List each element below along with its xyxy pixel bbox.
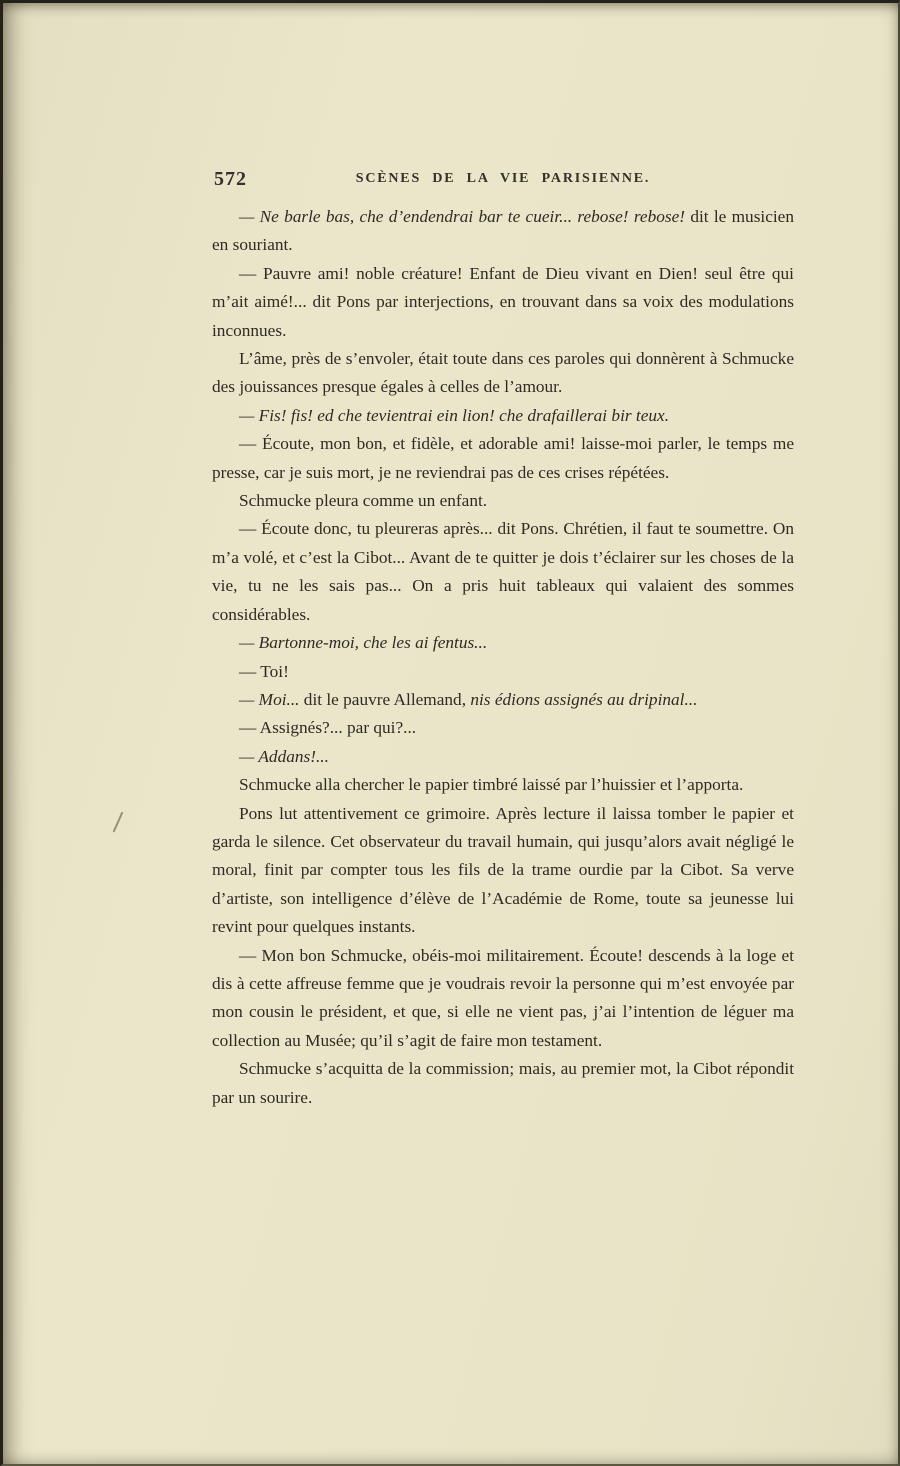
italic-text: — Moi...	[239, 689, 300, 709]
paragraph	[212, 771, 794, 799]
paragraph	[212, 345, 794, 402]
page-content	[212, 167, 794, 1112]
paragraph	[212, 515, 794, 629]
paragraph	[212, 714, 794, 742]
roman-text: — Écoute donc, tu pleureras après... dit Pons. Chrétien, il faut te soumettre. On m’a volé, et c’est la Cibot... Avant de te quitter je dois t’éclairer sur les choses de la vie, tu ne les sais pas... On a pris huit tableaux qui valaient des sommes considérables.	[212, 519, 794, 624]
paragraph	[212, 260, 794, 345]
paragraph	[212, 402, 794, 430]
italic-text: — Ne barle bas, che d’endendrai bar te cueir... rebose! rebose!	[239, 207, 691, 226]
scan-scratch-mark	[113, 812, 123, 833]
page-number: 572	[214, 168, 247, 190]
italic-text: — Addans!...	[239, 746, 329, 766]
roman-text: dit le pauvre Allemand,	[299, 689, 471, 709]
paragraph	[212, 942, 794, 1056]
running-title: SCÈNES DE LA VIE PARISIENNE.	[355, 171, 651, 186]
italic-text: — Bartonne-moi, che les ai fentus...	[239, 633, 488, 653]
page-text	[212, 203, 794, 1112]
italic-text: nis édions assignés au dripinal...	[470, 689, 698, 709]
italic-text: — Fis! fis! ed che tevientrai ein lion! che drafaillerai bir teux.	[239, 405, 670, 425]
paragraph	[212, 743, 794, 771]
roman-text: Schmucke pleura comme un enfant.	[239, 491, 488, 511]
roman-text: dit le musicien en souriant.	[212, 207, 794, 255]
paragraph	[212, 203, 794, 260]
roman-text: Pons lut attentivement ce grimoire. Après lecture il laissa tomber le papier et garda le silence. Cet observateur du travail humain, qui jusqu’alors avait négligé le moral, finit par compter tous les fils de la trame ourdie par la Cibot. Sa verve d’artiste, son intelligence d’élève de l’Académie de Rome, toute sa jeunesse lui revint pour quelques instants.	[212, 803, 794, 937]
roman-text: — Assignés?... par qui?...	[239, 718, 417, 738]
running-header	[212, 167, 794, 193]
paragraph	[212, 487, 794, 515]
roman-text: — Écoute, mon bon, et fidèle, et adorable ami! laisse-moi parler, le temps me presse, car je suis mort, je ne reviendrai pas de ces crises répétées.	[212, 434, 794, 482]
paragraph	[212, 686, 794, 714]
roman-text: Schmucke s’acquitta de la commission; mais, au premier mot, la Cibot répondit par un sourire.	[212, 1059, 794, 1107]
paragraph	[212, 800, 794, 942]
paragraph	[212, 629, 794, 657]
paragraph	[212, 658, 794, 686]
roman-text: — Pauvre ami! noble créature! Enfant de Dieu vivant en Dien! seul être qui m’ait aimé!... dit Pons par interjections, en trouvant dans sa voix des modulations inconnues.	[212, 263, 794, 340]
paragraph	[212, 430, 794, 487]
roman-text: — Mon bon Schmucke, obéis-moi militairement. Écoute! descends à la loge et dis à cette affreuse femme que je voudrais revoir la personne qui m’est envoyée par mon cousin le président, et que, si elle ne vient pas, j’ai l’intention de léguer ma collection au Musée; qu’il s’agit de faire mon testament.	[212, 945, 794, 1050]
paragraph	[212, 1055, 794, 1112]
roman-text: L’âme, près de s’envoler, était toute dans ces paroles qui donnèrent à Schmucke des jouissances presque égales à celles de l’amour.	[212, 349, 794, 397]
roman-text: Schmucke alla chercher le papier timbré laissé par l’huissier et l’apporta.	[239, 775, 744, 795]
roman-text: — Toi!	[239, 661, 289, 681]
